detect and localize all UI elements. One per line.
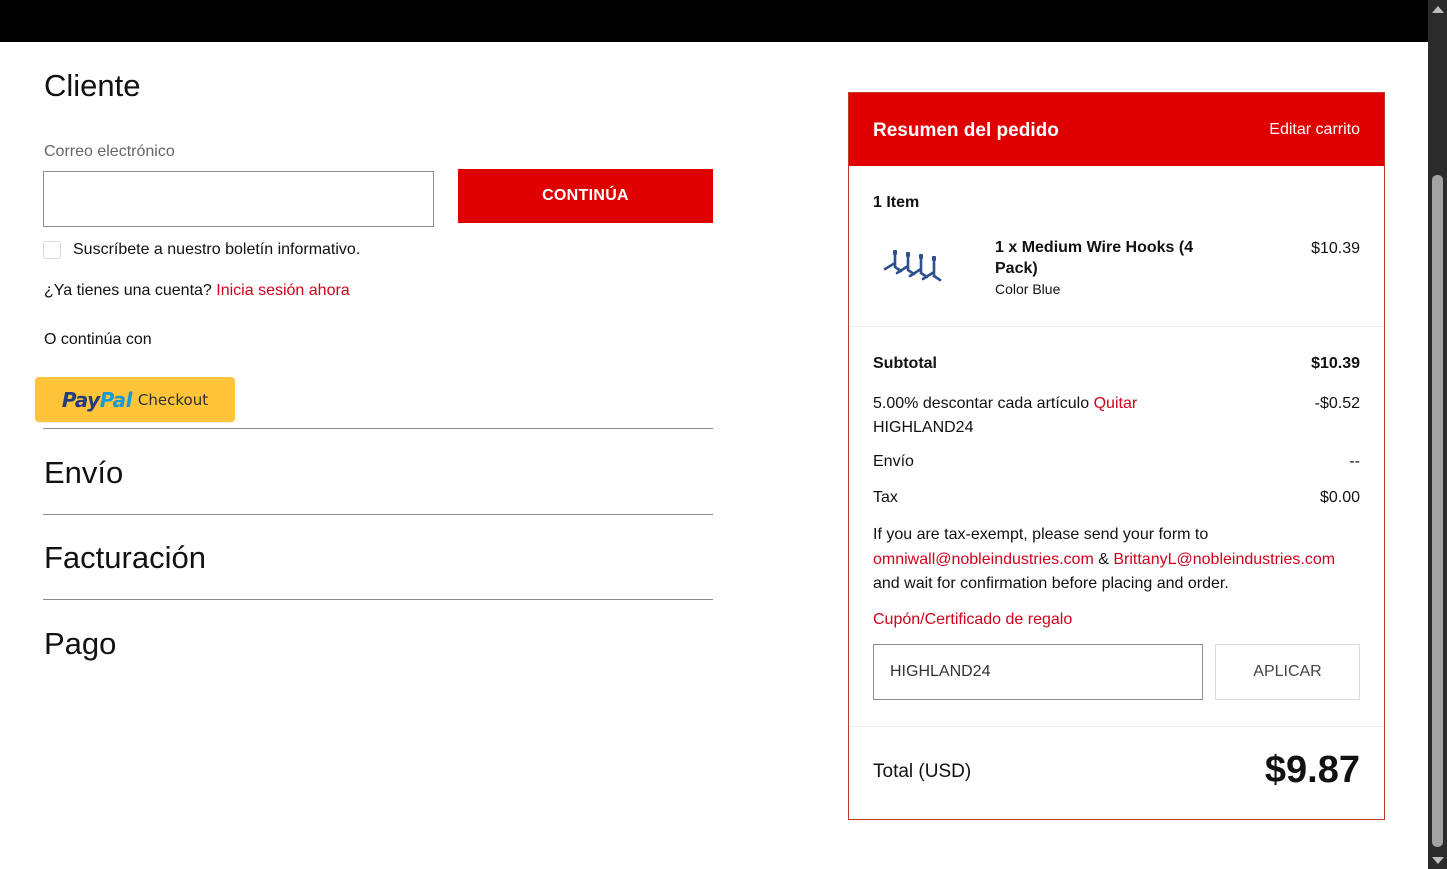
scroll-down-arrow-icon[interactable] [1432,857,1444,864]
subtotal-value: $10.39 [1311,355,1360,372]
paypal-checkout-label: Checkout [137,390,209,409]
tax-email-link-2[interactable]: BrittanyL@nobleindustries.com [1113,550,1336,568]
product-price: $10.39 [1311,240,1360,257]
discount-code: HIGHLAND24 [873,419,974,436]
continue-button[interactable]: CONTINÚA [458,169,713,223]
summary-divider [849,726,1384,727]
apply-coupon-button[interactable]: APLICAR [1215,644,1360,700]
billing-section-title[interactable]: Facturación [44,540,206,575]
paypal-checkout-button[interactable] [35,377,235,422]
scrollbar-thumb[interactable] [1432,175,1443,847]
subtotal-label: Subtotal [873,355,937,372]
product-name: 1 x Medium Wire Hooks (4 Pack) [995,239,1194,277]
newsletter-label[interactable]: Suscríbete a nuestro boletín informativo. [73,241,361,258]
tax-label: Tax [873,489,898,506]
tax-note-amp: & [1098,550,1109,568]
have-account-text: ¿Ya tienes una cuenta? [44,282,212,299]
scroll-up-arrow-icon[interactable] [1432,6,1444,13]
product-option: Color Blue [995,281,1061,297]
tax-note-suffix: and wait for confirmation before placing and order. [873,575,1229,592]
newsletter-checkbox[interactable] [43,241,61,259]
subtotal-row [873,355,1360,373]
discount-row [873,392,1360,440]
discount-value: -$0.52 [1314,395,1360,412]
shipping-label: Envío [873,453,914,470]
order-summary [848,92,1385,820]
email-input[interactable] [43,171,434,227]
item-count: 1 Item [873,194,920,211]
product-thumbnail-wire-hooks-icon [879,241,961,287]
or-continue-with-label: O continúa con [44,331,152,348]
email-label: Correo electrónico [44,143,175,160]
tax-note-prefix: If you are tax-exempt, please send your form to [873,526,1209,543]
section-divider [43,514,713,515]
total-value: $9.87 [1264,749,1360,791]
order-summary-header [849,93,1384,166]
edit-cart-link[interactable]: Editar carrito [1269,121,1360,138]
remove-discount-link[interactable]: Quitar [1093,395,1138,412]
top-header-bar [0,0,1428,42]
customer-section-title: Cliente [44,68,141,103]
tax-row [873,489,1360,507]
shipping-row [873,453,1360,471]
vertical-scrollbar[interactable] [1428,0,1447,869]
shipping-section-title[interactable]: Envío [44,455,124,490]
tax-value: $0.00 [1319,489,1360,506]
coupon-toggle-link[interactable]: Cupón/Certificado de regalo [873,611,1073,628]
payment-section-title[interactable]: Pago [44,626,117,661]
shipping-value: -- [1349,453,1360,470]
section-divider [43,428,713,429]
coupon-code-input[interactable] [873,644,1203,700]
newsletter-option[interactable] [43,241,360,259]
paypal-logo-icon: PayPal [61,387,132,412]
have-account-line [44,282,350,300]
tax-email-link-1[interactable]: omniwall@nobleindustries.com [873,550,1094,568]
sign-in-link[interactable]: Inicia sesión ahora [216,282,350,299]
summary-divider [849,326,1384,327]
total-label: Total (USD) [873,761,972,782]
tax-exempt-note [873,523,1363,597]
order-summary-title: Resumen del pedido [873,120,1059,141]
discount-text: 5.00% descontar cada artículo [873,395,1090,412]
section-divider [43,599,713,600]
